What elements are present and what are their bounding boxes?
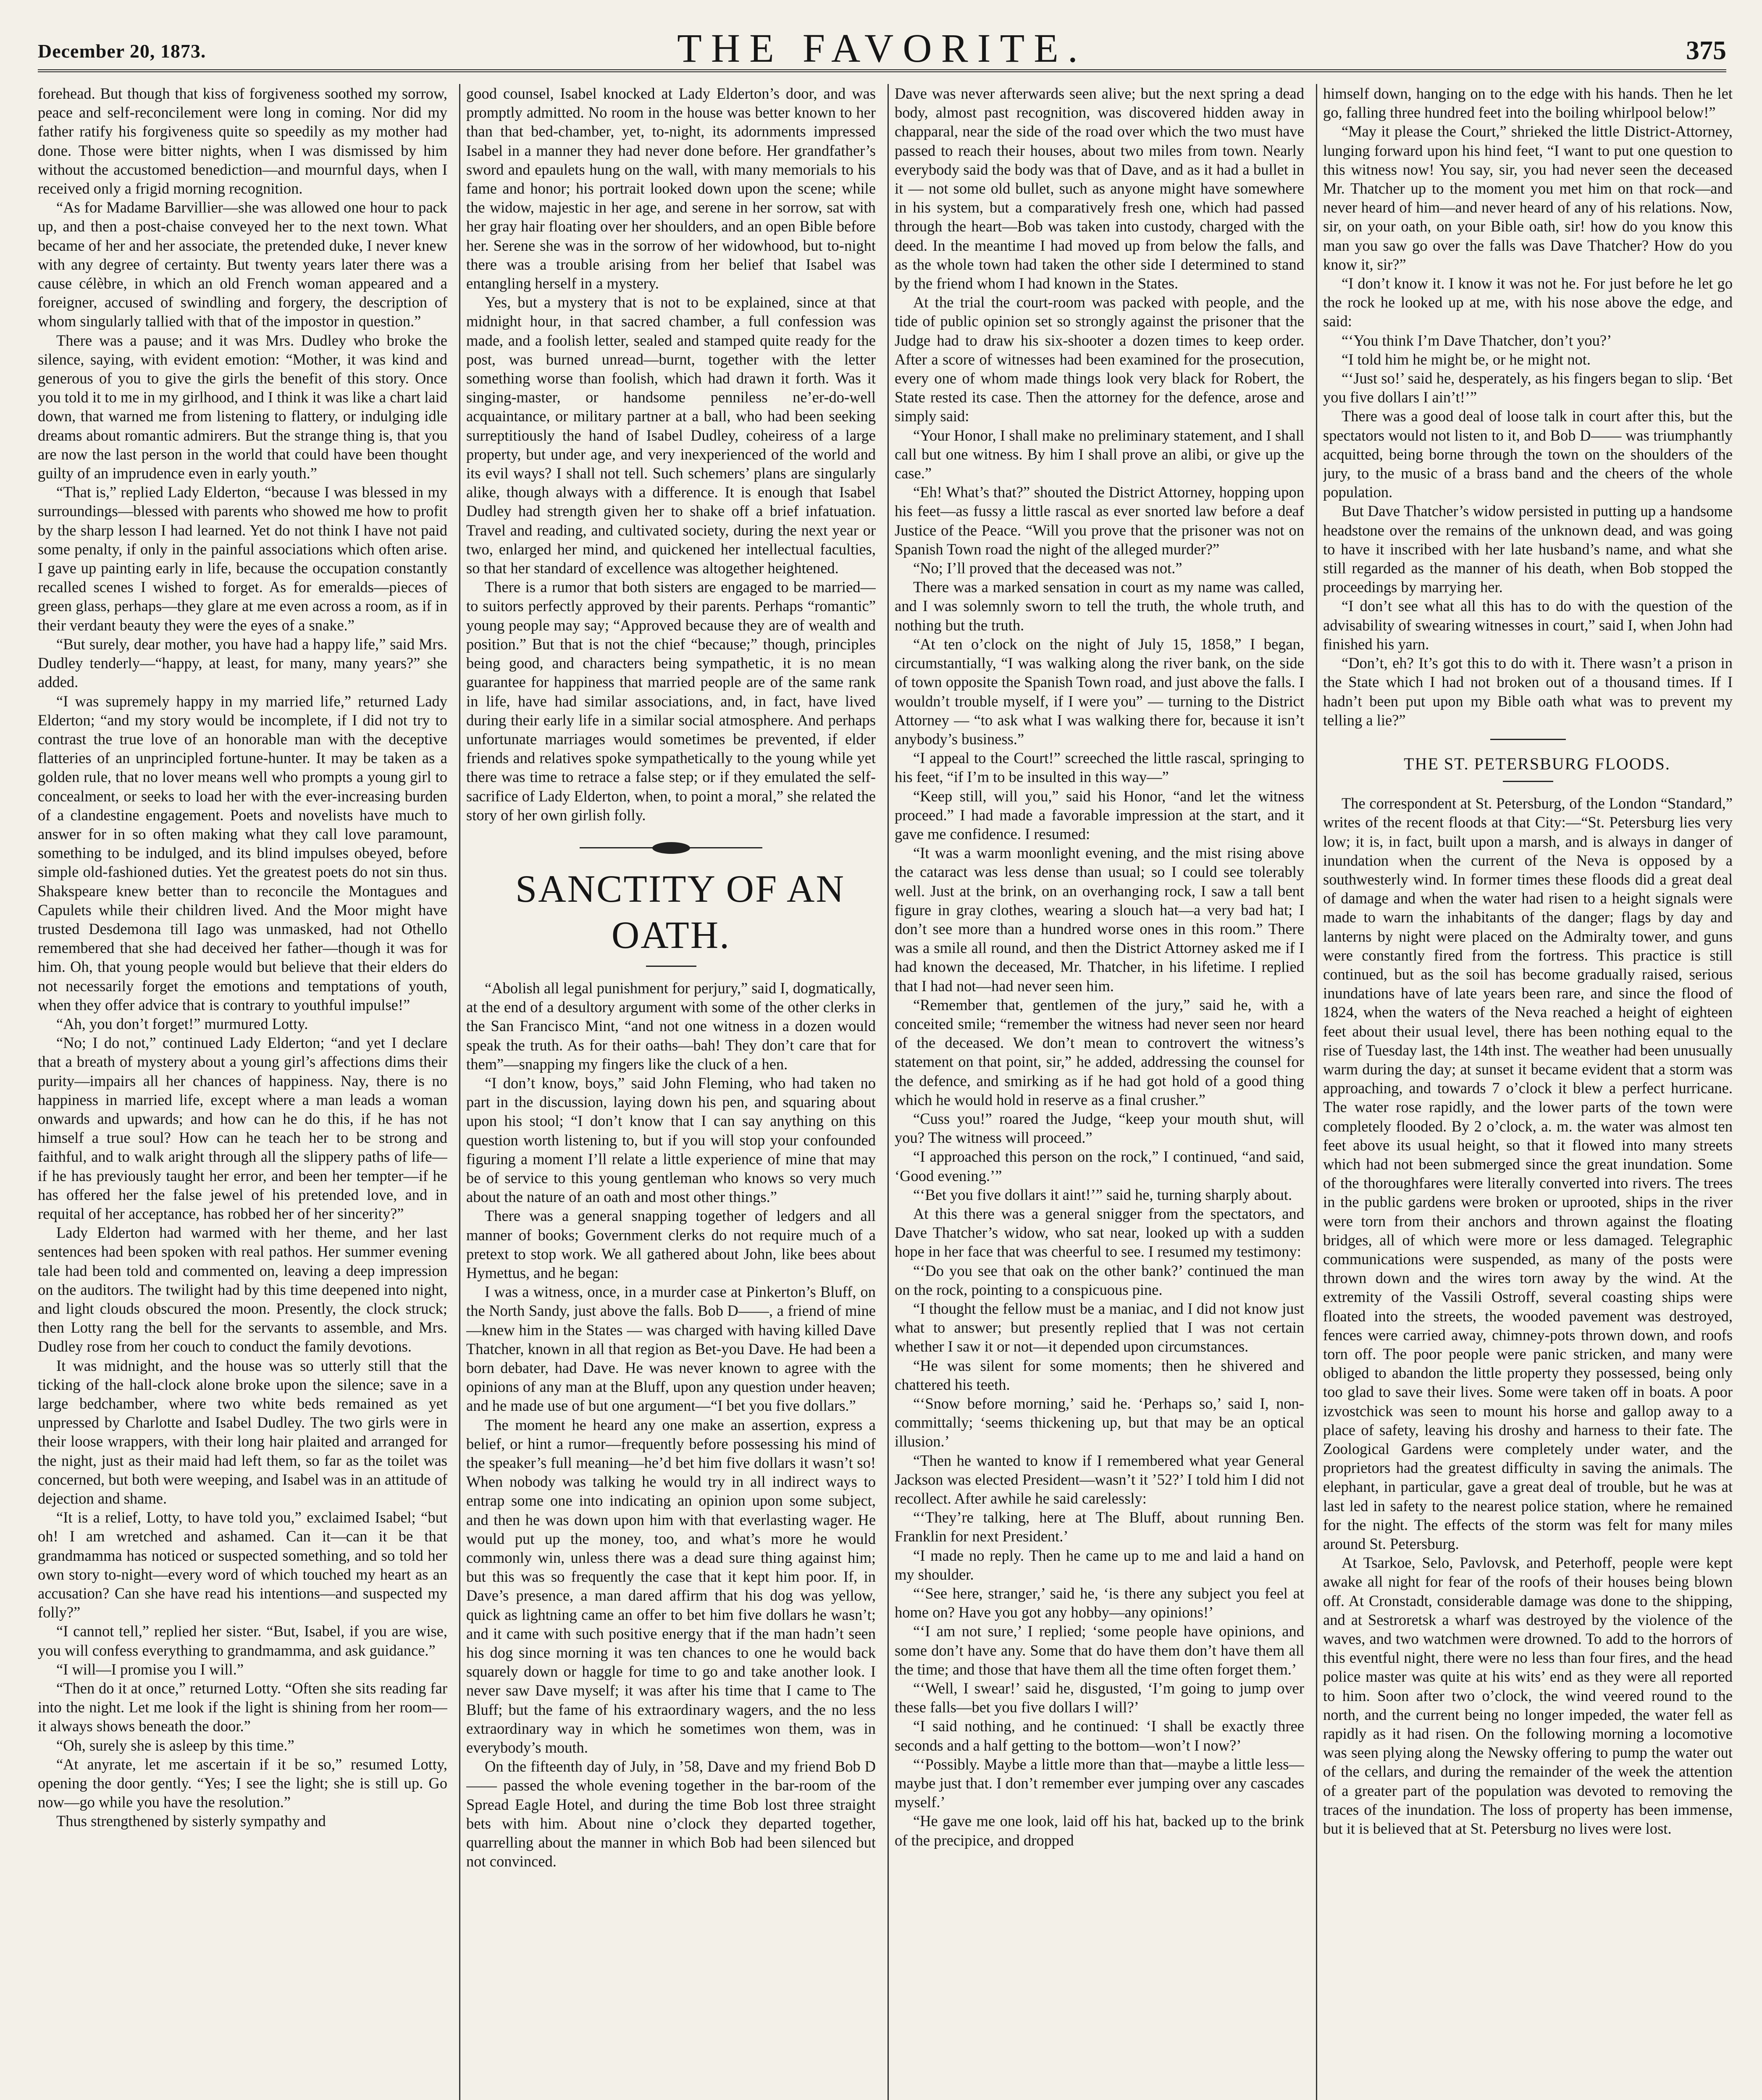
paragraph: The correspondent at St. Petersburg, of the London “Standard,” writes of the recent floods at that City:—“St. Petersburg lies very low; it is, in fact, built upon a marsh, and is always in danger of inundation when the current of the Neva is opposed by a southwesterly wind. In former times these floods did a great deal of damage and when the water had risen to a height signals were made to warn the inhabitants of the danger; flags by day and lanterns by night were placed on the Admiralty tower, and guns were constantly fired from the fortress. This practice is still continued, but as the soil has become gradually raised, serious inundations have of late years been rare, and since the flood of 1824, when the waters of the Neva reached a height of eighteen feet about their usual level, there has been nothing equal to the rise of Tuesday last, the 14th inst. The weather had been unusually warm during the day; at sunset it became evident that a storm was approaching, and towards 7 o’clock it blew a perfect hurricane. The water rose rapidly, and the lower parts of the town were completely flooded. By 2 o’clock, a. m. the water was almost ten feet above its usual height, so that it flowed into many streets which had not been submerged since the great inundation. Some of the thoroughfares were literally converted into rivers. The trees in the public gardens were broken or uprooted, ships in the river were torn from their anchors and thrown against the floating bridges, all of which were more or less damaged. Telegraphic communications were suspended, as many of the posts were thrown down and the wires torn away by the wind. At the extremity of the Vassili Ostroff, several coasting ships were floated into the streets, the wooded pavement was destroyed, fences were carried away, chimney-pots thrown down, and roofs torn off. The poor people were panic stricken, and many were obliged to abandon the little property they possessed, being only too glad to save their lives. Some were taken off in boats. A poor izvostchick was seen to mount his horse and gallop away to a place of safety, leaving his droshy and harness to their fate. The Zoological Gardens were completely under water, and the proprietors had the greatest difficulty in saving the animals. The elephant, in particular, gave a great deal of trouble, but he was at last led in safety to the nearest police station, where he remained for the night. The effects of the storm was felt for many miles around St. Petersburg. (1323, 795, 1733, 1553)
paragraph: At Tsarkoe, Selo, Pavlovsk, and Peterhoff, people were kept awake all night for fear of the roofs of their houses being blown off. At Cronstadt, considerable damage was done to the shipping, and at Sestroretsk a wharf was destroyed by the violence of the waves, and two watchmen were drowned. To add to the horrors of this eventful night, there were no less than four fires, and the head police master was quite at his wits’ end as they were all reported to him. Soon after two o’clock, the wind veered round to the north, and the current being no longer impeded, the water fell as rapidly as it had risen. On the following morning a locomotive was seen plying along the Newsky offering to pump the water out of the cellars, and during the remainder of the week the attention of a greater part of the population was devoted to removing the traces of the inundation. The loss of property has been immense, but it is believed that at St. Petersburg no lives were lost. (1323, 1554, 1733, 1838)
paragraph: “Eh! What’s that?” shouted the District Attorney, hopping upon his feet—as fussy a little rascal as ever snorted law before a deaf Justice of the Peace. “Will you prove that the prisoner was not on Spanish Town road the night of the alleged murder?” (895, 483, 1304, 558)
paragraph: “Remember that, gentlemen of the jury,” said he, with a conceited smile; “remember the witness had never seen nor heard of the deceased. We don’t mean to controvert the witness’s statement on that point, sir,” he added, addressing the counsel for the defence, and smirking as if he had got hold of a good thing which he would hold in reserve as a final crusher.” (895, 996, 1304, 1108)
paragraph: “‘Possibly. Maybe a little more than that—maybe a little less—maybe just that. I don’t remember ever jumping over any cascades myself.’ (895, 1755, 1304, 1811)
paragraph: “At ten o’clock on the night of July 15, 1858,” I began, circumstantially, “I was walking along the river bank, on the side of town opposite the Spanish Town road, and just above the falls. I wouldn’t trouble myself, if I were you” — turning to the District Attorney — “to ask what I was walking there for, because it isn’t anybody’s business.” (895, 635, 1304, 748)
paragraph: “Ah, you don’t forget!” murmured Lotty. (56, 1015, 308, 1032)
paragraph: forehead. But though that kiss of forgiveness soothed my sorrow, peace and self-reconcilement were long in coming. Nor did my father ratify his forgiveness quite so speedily as my mother had done. Those were bitter nights, when I was dismissed by him without the accustomed benediction—and mournful days, when I received only a frigid morning recognition. (38, 85, 447, 197)
paragraph: “I was supremely happy in my married life,” returned Lady Elderton; “and my story would be incomplete, if I did not try to contrast the true love of an honorable man with the deceptive flatteries of an unprincipled fortune-hunter. It may be taken as a golden rule, that no lover means well who prompts a young girl to concealment, or seeks to load her with the ever-increasing burden of a clandestine engagement. Poets and novelists have much to answer for in so often making what they call love paramount, something to be indulged, and its blind impulses obeyed, before simple old-fashioned duties. Yet the greatest poets do not sin thus. Shakspeare knew better than to reconcile the Montagues and Capulets while their children lived. And the Moor might have trusted Desdemona till Iago was unmasked, had not Othello remembered that she had deceived her father—though it was for him. Oh, that young people would but believe that their elders do not necessarily forget the emotions and temptations of youth, when they offer advice that is contrary to youthful impulse!” (38, 692, 447, 1013)
paragraph: “Keep still, will you,” said his Honor, “and let the witness proceed.” I had made a favorable impression at the start, and it gave me confidence. I resumed: (895, 787, 1304, 843)
paragraph: “‘Do you see that oak on the other bank?’ continued the man on the rock, pointing to a conspicuous pine. (895, 1262, 1304, 1298)
paragraph: “Cuss you!” roared the Judge, “keep your mouth shut, will you? The witness will proceed.” (895, 1110, 1304, 1147)
paragraph: Lady Elderton had warmed with her theme, and her last sentences had been spoken with real pathos. Her summer evening tale had been told and commented on, leaving a deep impression on the auditors. The twilight had by this time deepened into night, and light clouds obscured the moon. Presently, the clock struck; then Lotty rang the bell for the servants to assemble, and Mrs. Dudley rose from her couch to conduct the family devotions. (38, 1224, 447, 1355)
paragraph: “‘Snow before morning,’ said he. ‘Perhaps so,’ said I, non-committally; ‘seems thickening up, but that may be an optical illusion.’ (895, 1395, 1304, 1450)
column-4 (1323, 84, 1733, 2100)
section-rule (1490, 739, 1566, 740)
paragraph: “But surely, dear mother, you have had a happy life,” said Mrs. Dudley tenderly—“happy, at least, for many, many years?” she added. (38, 635, 447, 691)
paragraph: “I don’t know, boys,” said John Fleming, who had taken no part in the discussion, laying down his pen, and squaring about upon his stool; “I don’t know that I can say anything on this question worth listening to, but if you will stop your confounded figuring a moment I’ll relate a little experience of mine that may be of service to this young gentleman who knows so very much about the nature of an oath and most other things.” (466, 1074, 876, 1206)
issue-date: December 20, 1873. (38, 40, 206, 62)
paragraph: “It was a warm moonlight evening, and the mist rising above the cataract was less dense than usual; so I could see tolerably well. Just at the brink, on an overhanging rock, I saw a tall bent figure in gray clothes, wearing a slouch hat—a very bad hat; I don’t see more than a hundred worse ones in this room.” There was a smile all round, and then the District Attorney asked me if I had known the deceased, Mr. Thatcher, in his lifetime. I replied that I had not—had never seen him. (895, 844, 1304, 995)
column-divider (1316, 84, 1317, 2100)
paragraph: On the fifteenth day of July, in ’58, Dave and my friend Bob D—— passed the whole evening together in the bar-room of the Spread Eagle Hotel, and during the time Bob lost three straight bets with him. About nine o’clock they departed together, quarrelling about the manner in which Bob had been silenced but not convinced. (466, 1758, 876, 1870)
paragraph: “It is a relief, Lotty, to have told you,” exclaimed Isabel; “but oh! I am wretched and ashamed. Can it—can it be that grandmamma has noticed or suspected something, and so told her own story to-night—every word of which touched my heart as an accusation? Can she have read his intentions—and suspected my folly?” (38, 1509, 447, 1621)
paragraph: “I said nothing, and he continued: ‘I shall be exactly three seconds and a half getting to the bottom—won’t I now?’ (895, 1717, 1304, 1754)
paragraph: “May it please the Court,” shrieked the little District-Attorney, lunging forward upon his hind feet, “I want to put one question to this witness now! You say, sir, you had never seen the deceased Mr. Thatcher up to the moment you met him on that rock—and never heard of him—and never heard of any of his relations. Now, sir, on your oath, on your Bible oath, sir! how do you know this man you saw go over the falls was Dave Thatcher? How do you know it, sir?” (1323, 123, 1733, 273)
paragraph: “I appeal to the Court!” screeched the little rascal, springing to his feet, “if I’m to be insulted in this way—” (895, 749, 1304, 786)
paragraph: “Don’t, eh? It’s got this to do with it. There wasn’t a prison in the State which I had not broken out of a thousand times. If I hadn’t been put upon my Bible oath what was to prevent my telling a lie?” (1323, 654, 1733, 729)
publication-title: THE FAVORITE. (677, 26, 1087, 71)
paragraph: “Abolish all legal punishment for perjury,” said I, dogmatically, at the end of a desultory argument with some of the other clerks in the San Francisco Mint, “and not one witness in a dozen would speak the truth. As for their oaths—bah! They don’t care that for them”—snapping my fingers like the cluck of a hen. (466, 979, 876, 1073)
paragraph: “I cannot tell,” replied her sister. “But, Isabel, if you are wise, you will confess everything to grandmamma, and ask guidance.” (38, 1622, 447, 1659)
paragraph: “I don’t know it. I know it was not he. For just before he let go the rock he looked up at me, with his nose above the edge, and said: (1323, 275, 1733, 330)
masthead (38, 23, 1726, 72)
paragraph: “‘Well, I swear!’ said he, disgusted, ‘I’m going to jump over these falls—bet you five dollars I will?’ (895, 1680, 1304, 1716)
paragraph: At this there was a general snigger from the spectators, and Dave Thatcher’s widow, who sat near, looked up with a sudden hope in her face that was cheerful to see. I resumed my testimony: (895, 1205, 1304, 1260)
paragraph: “Then do it at once,” returned Lotty. “Often she sits reading far into the night. Let me look if the light is shining from her room—it always shows beneath the door.” (38, 1680, 447, 1735)
paragraph: “‘Bet you five dollars it aint!’” said he, turning sharply about. (913, 1186, 1292, 1203)
column-divider (888, 84, 889, 2100)
paragraph: himself down, hanging on to the edge with his hands. Then he let go, falling three hundred feet into the boiling whirlpool below!” (1323, 85, 1733, 121)
headline-rule (646, 966, 696, 967)
paragraph: “I thought the fellow must be a maniac, and I did not know just what to answer; but presently replied that I was not certain whether I saw it or not—it depended upon circumstances. (895, 1300, 1304, 1355)
paragraph: Yes, but a mystery that is not to be explained, since at that midnight hour, in that sacred chamber, a full confession was made, and a foolish letter, sealed and stamped quite ready for the post, was burned unread—burnt, together with the letter something worse than foolish, which had drawn it forth. Was it singing-master, or handsome penniless ne’er-do-well acquaintance, or military partner at a ball, who had been seeking surreptitiously the hand of Isabel Dudley, coheiress of a large property, but under age, and very inexperienced of the world and its evil ways? I shall not tell. Such schemers’ plans are singularly alike, though always with a difference. It is enough that Isabel Dudley had strength given her to shake off a brief infatuation. Travel and reading, and cultivated society, during the next year or two, enlarged her mind, and quickened her intellectual faculties, so that her standard of excellence was altogether heightened. (466, 294, 876, 577)
paragraph: There is a rumor that both sisters are engaged to be married—to suitors perfectly approved by their parents. Perhaps “romantic” young people may say; “Approved because they are of wealth and position.” But that is not the chief “because;” though, principles being good, and characters being sympathetic, it is no mean guarantee for happiness that married people are of the same rank in life, have had similar associations, and, in fact, have lived during their early life in a similar social atmosphere. And perhaps unfortunate marriages would sometimes be prevented, if elder friends and relatives spoke sympathetically to the young while yet there was time to retrace a false step; or if they emulated the self-sacrifice of Lady Elderton, when, to point a moral,” she related the story of her own girlish folly. (466, 578, 876, 824)
paragraph: “‘Just so!’ said he, desperately, as his fingers began to slip. ‘Bet you five dollars I ain’t!’” (1323, 370, 1733, 406)
section-ornament (466, 835, 876, 861)
article-headline: SANCTITY OF AN OATH. (515, 867, 845, 956)
column-1 (38, 84, 447, 2100)
paragraph: “I made no reply. Then he came up to me and laid a hand on my shoulder. (895, 1546, 1304, 1583)
paragraph: “That is,” replied Lady Elderton, “because I was blessed in my surroundings—blessed with parents who showed me how to profit by the sharp lesson I had learned. Yet do not think I have not paid some penalty, if only in the painful associations which often arise. I gave up painting early in life, because the occupation constantly recalled scenes I wished to forget. As for emeralds—pieces of green glass, perhaps—they glare at me even across a room, as if in their verdant beauty they were the eyes of a snake.” (38, 483, 447, 634)
paragraph: good counsel, Isabel knocked at Lady Elderton’s door, and was promptly admitted. No room in the house was better known to her than that bed-chamber, yet, to-night, its adornments impressed Isabel in a manner they had never done before. Her grandfather’s sword and epaulets hung on the wall, with many memorials to his fame and honor; his portrait looked down upon the scene; while the widow, majestic in her age, and serene in her sorrow, sat with her gray hair floating over her shoulders, and an open Bible before her. Serene she was in the sorrow of her widowhood, but to-night there was a trouble arising from her belief that Isabel was entangling herself in a mystery. (466, 85, 876, 292)
paragraph: “I approached this person on the rock,” I continued, “and said, ‘Good evening.’” (895, 1148, 1304, 1184)
page-number: 375 (1686, 35, 1726, 65)
paragraph: There was a general snapping together of ledgers and all manner of books; Government clerks do not require much of a pretext to stop work. We all gathered about John, like bees about Hymettus, and he began: (466, 1207, 876, 1281)
paragraph: “At anyrate, let me ascertain if it be so,” resumed Lotty, opening the door gently. “Yes; I see the light; she is still up. Go now—go while you have the resolution.” (38, 1755, 447, 1811)
paragraph: I was a witness, once, in a murder case at Pinkerton’s Bluff, on the North Sandy, just above the falls. Bob D——, a friend of mine—knew him in the States — was charged with having killed Dave Thatcher, known in all that region as Bet-you Dave. He had been a born debater, had Dave. He was never known to agree with the opinions of any man at the Bluff, upon any question under heaven; and he made use of but one argument—“I bet you five dollars.” (466, 1283, 876, 1415)
paragraph: “Oh, surely she is asleep by this time.” (56, 1736, 294, 1754)
paragraph: “‘I am not sure,’ I replied; ‘some people have opinions, and some don’t have any. Some that do have them don’t have them all the time; and those that have them all the time often forget them.’ (895, 1622, 1304, 1678)
paragraph: Dave was never afterwards seen alive; but the next spring a dead body, almost past recognition, was discovered hidden away in chapparal, near the side of the road over which the two must have passed to reach their houses, about two miles from town. Nearly everybody said the body was that of Dave, and as it had a bullet in it — not some old bullet, such as anyone might have somewhere in his system, but a comparatively fresh one, which had passed through the heart—Bob was taken into custody, charged with the deed. In the meantime I had moved up from below the falls, and as the whole town had taken the other side I determined to stand by the friend whom I had known in the States. (895, 85, 1304, 292)
paragraph: “‘See here, stranger,’ said he, ‘is there any subject you feel at home on? Have you got any hobby—any opinions!’ (895, 1585, 1304, 1621)
paragraph: But Dave Thatcher’s widow persisted in putting up a handsome headstone over the remains of the unknown dead, and was going to have it inscribed with her late husband’s name, and what she still regarded as the manner of his death, when Bob stopped the proceedings by marrying her. (1323, 502, 1733, 596)
paragraph: The moment he heard any one make an assertion, express a belief, or hint a rumor—frequently before possessing his mind of the speaker’s full meaning—he’d bet him five dollars it wasn’t so! When nobody was talking he would try in all indirect ways to entrap some one into indicating an opinion upon some subject, and then he was down upon him with that everlasting wager. He would put up the money, too, and what’s more he would commonly win, unless there was a dead sure thing against him; but this was so frequently the case that it kept him poor. If, in Dave’s presence, a man dared affirm that his dog was yellow, quick as lightning came an offer to bet him five dollars he wasn’t; and it came with such positive energy that if the man hadn’t seen his dog since morning it was ten chances to one he would back squarely down or haggle for time to go and take another look. I never saw Dave myself; it was after his time that I came to The Bluff; but the fame of his extraordinary wagers, and the no less extraordinary way in which he sometimes won them, was in everybody’s mouth. (466, 1416, 876, 1756)
subhead-rule (1503, 781, 1553, 782)
paragraph: At the trial the court-room was packed with people, and the tide of public opinion set so strongly against the prisoner that the Judge had to draw his six-shooter a dozen times to keep order. After a score of witnesses had been examined for the prosecution, every one of whom made things look very black for Robert, the State rested its case. Then the attorney for the defence, arose and simply said: (895, 294, 1304, 425)
column-2 (466, 84, 876, 2100)
column-3 (895, 84, 1304, 2100)
paragraph: There was a pause; and it was Mrs. Dudley who broke the silence, saying, with evident emotion: “Mother, it was kind and generous of you to give the girls the benefit of this story. Once you told it to me in my girlhood, and I think it was like a chart laid down, that warned me from listening to flattery, or indulging idle dreams about romantic admirers. But the strange thing is, that you are now the last person in the world that could have been thought guilty of an imprudence even in early youth.” (38, 331, 447, 482)
paragraph: There was a marked sensation in court as my name was called, and I was solemnly sworn to tell the truth, the whole truth, and nothing but the truth. (895, 578, 1304, 634)
paragraph: Thus strengthened by sisterly sympathy and (56, 1812, 326, 1830)
paragraph: “Then he wanted to know if I remembered what year General Jackson was elected President—wasn’t it ’52?’ I told him I did not recollect. After awhile he said carelessly: (895, 1452, 1304, 1507)
paragraph: “He gave me one look, laid off his hat, backed up to the brink of the precipice, and dropped (895, 1812, 1304, 1849)
paragraph: “I will—I promise you I will.” (56, 1660, 244, 1678)
paragraph: “I don’t see what all this has to do with the question of the advisability of swearing witnesses in court,” said I, when John had finished his yarn. (1323, 597, 1733, 653)
paragraph: “No; I do not,” continued Lady Elderton; “and yet I declare that a breath of mystery about a young girl’s affections dims their purity—impairs all her chances of happiness. Nay, there is no happiness in married life, except where a man leads a woman onwards and upwards; and how can he do this, if he has not himself a true soul? How can he teach her to be strong and faithful, and to walk aright through all the slippery paths of life—if he has previously taught her error, and been her tempter—if he has offered her the false jewel of his pretended love, and in requital of her acceptance, has robbed her of her sincerity?” (38, 1034, 447, 1222)
paragraph: “I told him he might be, or he might not. (1342, 350, 1591, 368)
article-subhead: THE ST. PETERSBURG FLOODS. (1404, 754, 1670, 773)
paragraph: It was midnight, and the house was so utterly still that the ticking of the hall-clock alone broke upon the silence; save in a large bedchamber, where two white beds remained as yet unpressed by Charlotte and Isabel Dudley. The two girls were in their loose wrappers, with their long hair plaited and arranged for the night, just as their maid had left them, so far as the toilet was concerned, but both were weeping, and Isabel was in an attitude of dejection and shame. (38, 1357, 447, 1507)
paragraph: “‘They’re talking, here at The Bluff, about running Ben. Franklin for next President.’ (895, 1509, 1304, 1545)
paragraph: “As for Madame Barvillier—she was allowed one hour to pack up, and then a post-chaise conveyed her to the next town. What became of her and her associate, the pretended duke, I never knew with any degree of certainty. But twenty years later there was a cause célèbre, in which an old French woman appeared and a foreigner, accused of swindling and forgery, the description of whom singularly tallied with that of the impostor in question.” (38, 199, 447, 330)
paragraph: “He was silent for some moments; then he shivered and chattered his teeth. (895, 1357, 1304, 1393)
paragraph: There was a good deal of loose talk in court after this, but the spectators would not listen to it, and Bob D—— was triumphantly acquitted, being borne through the town on the shoulders of the jury, to the music of a brass band and the cheers of the whole population. (1323, 407, 1733, 501)
paragraph: “‘You think I’m Dave Thatcher, don’t you?’ (1342, 331, 1612, 349)
column-divider (459, 84, 460, 2100)
paragraph: “Your Honor, I shall make no preliminary statement, and I shall call but one witness. By him I shall prove an alibi, or give up the case.” (895, 426, 1304, 482)
paragraph: “No; I’ll proved that the deceased was not.” (913, 559, 1182, 577)
